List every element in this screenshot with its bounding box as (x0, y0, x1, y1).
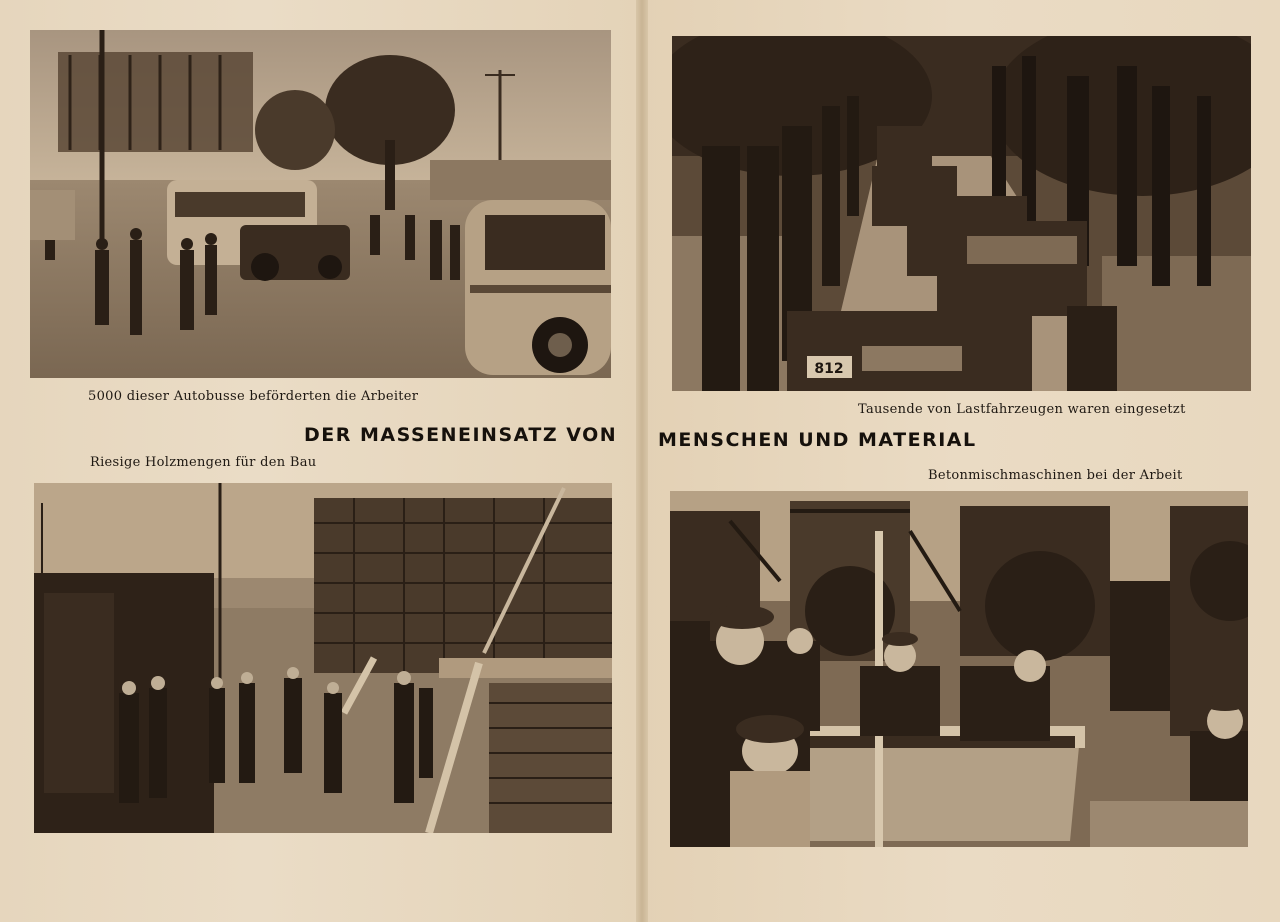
headline-right: MENSCHEN UND MATERIAL (658, 429, 977, 451)
photo-buses (30, 30, 611, 378)
page-gutter (636, 0, 648, 922)
caption-mixers: Betonmischmaschinen bei der Arbeit (928, 468, 1183, 483)
truck-plate: 812 (814, 361, 844, 377)
caption-timber: Riesige Holzmengen für den Bau (90, 455, 317, 470)
photo-mixers (670, 491, 1248, 847)
caption-buses: 5000 dieser Autobusse beförderten die Arbeiter (88, 389, 419, 404)
photo-trucks (672, 36, 1251, 391)
headline-left: DER MASSENEINSATZ VON (304, 424, 618, 446)
photo-timber (34, 483, 612, 833)
caption-trucks: Tausende von Lastfahrzeugen waren eingesetzt (858, 402, 1186, 417)
